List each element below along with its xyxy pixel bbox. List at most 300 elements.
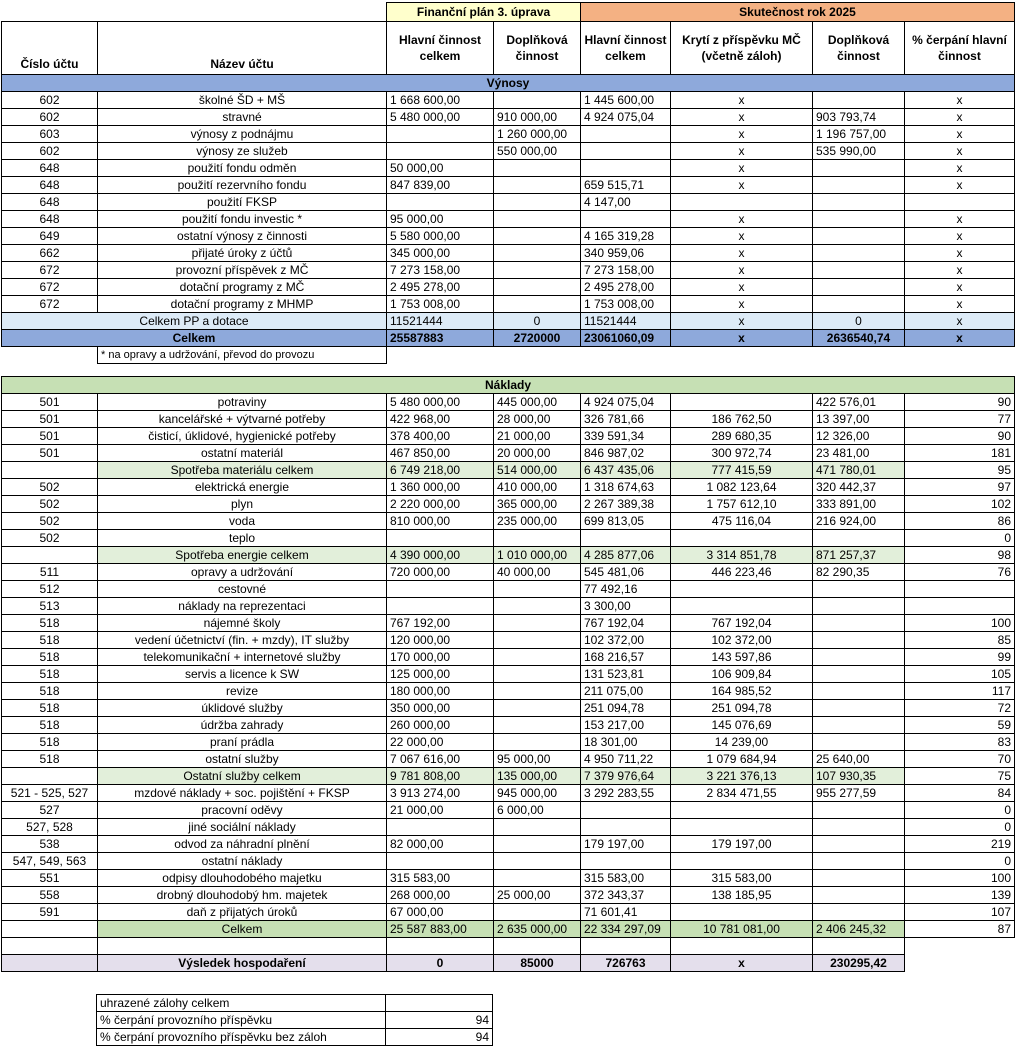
cell xyxy=(494,92,581,109)
cell: 25 000,00 xyxy=(494,887,581,904)
cell xyxy=(813,649,905,666)
subtotal-row xyxy=(2,921,1015,938)
cell: výnosy ze služeb xyxy=(98,143,387,160)
cell: použití rezervního fondu xyxy=(98,177,387,194)
col-account-name: Název účtu xyxy=(98,22,387,75)
cell xyxy=(494,211,581,228)
cell: 315 583,00 xyxy=(671,870,813,887)
cell xyxy=(581,530,671,547)
cell: 475 116,04 xyxy=(671,513,813,530)
cell: 2720000 xyxy=(494,330,581,347)
cell: 603 xyxy=(2,126,98,143)
cell: 4 924 075,04 xyxy=(581,394,671,411)
column-header-row xyxy=(2,22,1015,75)
revenue-table xyxy=(1,2,1015,364)
cell xyxy=(813,887,905,904)
cell: 268 000,00 xyxy=(387,887,494,904)
cell: použití fondu odměn xyxy=(98,160,387,177)
cell: použití fondu investic * xyxy=(98,211,387,228)
cell: 120 000,00 xyxy=(387,632,494,649)
cell: 512 xyxy=(2,581,98,598)
cell xyxy=(671,581,813,598)
table-row xyxy=(2,194,1015,211)
cell: 59 xyxy=(905,717,1015,734)
cell: 3 300,00 xyxy=(581,598,671,615)
cell: 955 277,59 xyxy=(813,785,905,802)
cell: dotační programy z MČ xyxy=(98,279,387,296)
cell xyxy=(813,904,905,921)
cell xyxy=(494,194,581,211)
cell: ostatní náklady xyxy=(98,853,387,870)
cell: 143 597,86 xyxy=(671,649,813,666)
cell: 95 000,00 xyxy=(494,751,581,768)
cell: kancelářské + výtvarné potřeby xyxy=(98,411,387,428)
subtotal-row xyxy=(2,547,1015,564)
cell: 4 285 877,06 xyxy=(581,547,671,564)
cell: 72 xyxy=(905,700,1015,717)
cell: 502 xyxy=(2,479,98,496)
cell: 260 000,00 xyxy=(387,717,494,734)
cell: 251 094,78 xyxy=(671,700,813,717)
cell: 107 xyxy=(905,904,1015,921)
cell: 20 000,00 xyxy=(494,445,581,462)
cell: ostatní materiál xyxy=(98,445,387,462)
cell xyxy=(813,581,905,598)
cell: 1 445 600,00 xyxy=(581,92,671,109)
cell: telekomunikační + internetové služby xyxy=(98,649,387,666)
cell: 0 xyxy=(905,853,1015,870)
cell: 179 197,00 xyxy=(671,836,813,853)
cell: plyn xyxy=(98,496,387,513)
cell: 518 xyxy=(2,751,98,768)
cell xyxy=(813,279,905,296)
cell: 13 397,00 xyxy=(813,411,905,428)
cell: 339 591,34 xyxy=(581,428,671,445)
cell: 672 xyxy=(2,262,98,279)
cell: x xyxy=(905,262,1015,279)
cell: čisticí, úklidové, hygienické potřeby xyxy=(98,428,387,445)
cell xyxy=(813,615,905,632)
table-row xyxy=(2,228,1015,245)
table-row xyxy=(2,683,1015,700)
cell: 25 587 883,00 xyxy=(387,921,494,938)
cell: 445 000,00 xyxy=(494,394,581,411)
cell: 40 000,00 xyxy=(494,564,581,581)
cell xyxy=(813,700,905,717)
cell: 648 xyxy=(2,177,98,194)
table-row xyxy=(2,632,1015,649)
cell: 4 390 000,00 xyxy=(387,547,494,564)
cell: praní prádla xyxy=(98,734,387,751)
cell: 502 xyxy=(2,530,98,547)
cell: 551 xyxy=(2,870,98,887)
cell: 95 000,00 xyxy=(387,211,494,228)
cell: 1 668 600,00 xyxy=(387,92,494,109)
cell: 0 xyxy=(905,802,1015,819)
cell xyxy=(387,530,494,547)
cell: x xyxy=(905,177,1015,194)
cell: x xyxy=(671,126,813,143)
cell: 102 372,00 xyxy=(581,632,671,649)
cell: 1 318 674,63 xyxy=(581,479,671,496)
cell: 672 xyxy=(2,296,98,313)
cell xyxy=(813,870,905,887)
cell: 1 753 008,00 xyxy=(387,296,494,313)
cell: 0 xyxy=(387,955,494,972)
cell: 518 xyxy=(2,649,98,666)
cell: použití FKSP xyxy=(98,194,387,211)
cell: 2636540,74 xyxy=(813,330,905,347)
cell xyxy=(813,296,905,313)
cell: 538 xyxy=(2,836,98,853)
cell: 90 xyxy=(905,428,1015,445)
cell: 251 094,78 xyxy=(581,700,671,717)
cell: 105 xyxy=(905,666,1015,683)
cell: 699 813,05 xyxy=(581,513,671,530)
cell xyxy=(387,819,494,836)
cell: 648 xyxy=(2,211,98,228)
col-account-number: Číslo účtu xyxy=(2,22,98,75)
table-row xyxy=(2,666,1015,683)
cell: ostatní služby xyxy=(98,751,387,768)
cell: 22 334 297,09 xyxy=(581,921,671,938)
table-row xyxy=(2,615,1015,632)
cell: 315 583,00 xyxy=(581,870,671,887)
table-row xyxy=(2,496,1015,513)
cell: 9 781 808,00 xyxy=(387,768,494,785)
cell: 22 000,00 xyxy=(387,734,494,751)
table-row xyxy=(2,904,1015,921)
table-row xyxy=(2,598,1015,615)
cell: Celkem xyxy=(2,330,387,347)
cell xyxy=(387,853,494,870)
cell: 648 xyxy=(2,160,98,177)
cell: x xyxy=(671,279,813,296)
cell: 100 xyxy=(905,615,1015,632)
cell: 0 xyxy=(494,313,581,330)
cell: revize xyxy=(98,683,387,700)
cell: 3 314 851,78 xyxy=(671,547,813,564)
cell xyxy=(813,598,905,615)
cell: 21 000,00 xyxy=(387,802,494,819)
table-row xyxy=(2,581,1015,598)
cell: 107 930,35 xyxy=(813,768,905,785)
cell: drobný dlouhodobý hm. majetek xyxy=(98,887,387,904)
cell: 767 192,04 xyxy=(581,615,671,632)
cell: 501 xyxy=(2,428,98,445)
cell xyxy=(813,160,905,177)
revenue-note-row xyxy=(2,347,1015,364)
cell: potraviny xyxy=(98,394,387,411)
cell xyxy=(905,581,1015,598)
table-row xyxy=(2,143,1015,160)
cell: x xyxy=(671,109,813,126)
cell: 23 481,00 xyxy=(813,445,905,462)
cell: 82 290,35 xyxy=(813,564,905,581)
cell: 1 079 684,94 xyxy=(671,751,813,768)
summary-label: % čerpání provozního příspěvku bez záloh xyxy=(97,1029,386,1046)
cell: 518 xyxy=(2,632,98,649)
cell xyxy=(671,819,813,836)
cell: x xyxy=(671,245,813,262)
cell: nájemné školy xyxy=(98,615,387,632)
cell xyxy=(494,649,581,666)
cell xyxy=(494,904,581,921)
col-plan-main: Hlavní činnost celkem xyxy=(387,22,494,75)
cell xyxy=(387,126,494,143)
cell: Celkem PP a dotace xyxy=(2,313,387,330)
cell: 767 192,04 xyxy=(671,615,813,632)
cell xyxy=(494,717,581,734)
table-row xyxy=(2,887,1015,904)
cell: teplo xyxy=(98,530,387,547)
cell: 340 959,06 xyxy=(581,245,671,262)
cell: x xyxy=(905,92,1015,109)
cell: Celkem xyxy=(98,921,387,938)
cell: x xyxy=(905,109,1015,126)
cell xyxy=(2,462,98,479)
cell: 180 000,00 xyxy=(387,683,494,700)
cell: 545 481,06 xyxy=(581,564,671,581)
cell: Spotřeba materiálu celkem xyxy=(98,462,387,479)
cell: 5 480 000,00 xyxy=(387,394,494,411)
cell xyxy=(671,853,813,870)
cell: 170 000,00 xyxy=(387,649,494,666)
cell: 326 781,66 xyxy=(581,411,671,428)
cell: 846 987,02 xyxy=(581,445,671,462)
cell: x xyxy=(671,296,813,313)
cell: x xyxy=(905,313,1015,330)
cell: 50 000,00 xyxy=(387,160,494,177)
cell: 82 000,00 xyxy=(387,836,494,853)
cell: 76 xyxy=(905,564,1015,581)
revenue-section-band xyxy=(2,75,1015,92)
cell: 10 781 081,00 xyxy=(671,921,813,938)
costs-section-band xyxy=(2,377,1015,394)
cell: 372 343,37 xyxy=(581,887,671,904)
cell: elektrická energie xyxy=(98,479,387,496)
table-row xyxy=(2,411,1015,428)
cell xyxy=(494,160,581,177)
revenue-footnote: * na opravy a udržování, převod do provozu xyxy=(98,347,387,364)
cell: 521 - 525, 527 xyxy=(2,785,98,802)
cell: odpisy dlouhodobého majetku xyxy=(98,870,387,887)
col-actual-additional: Doplňková činnost xyxy=(813,22,905,75)
cell: voda xyxy=(98,513,387,530)
cell xyxy=(581,143,671,160)
cell: 726763 xyxy=(581,955,671,972)
cell: 7 273 158,00 xyxy=(581,262,671,279)
cell: 219 xyxy=(905,836,1015,853)
financial-plan-header: Finanční plán 3. úprava xyxy=(387,3,581,22)
cell xyxy=(2,921,98,938)
cell: 23061060,09 xyxy=(581,330,671,347)
cell: 518 xyxy=(2,734,98,751)
table-row xyxy=(2,530,1015,547)
cell xyxy=(494,228,581,245)
cell: 350 000,00 xyxy=(387,700,494,717)
cell: 0 xyxy=(905,530,1015,547)
cell: pracovní oděvy xyxy=(98,802,387,819)
cell: 145 076,69 xyxy=(671,717,813,734)
cell xyxy=(494,296,581,313)
cell: 1 753 008,00 xyxy=(581,296,671,313)
cell xyxy=(494,245,581,262)
cell: 558 xyxy=(2,887,98,904)
cell: 2 406 245,32 xyxy=(813,921,905,938)
cell: 502 xyxy=(2,513,98,530)
cell xyxy=(813,530,905,547)
table-row xyxy=(2,394,1015,411)
subtotal-row xyxy=(2,768,1015,785)
table-row xyxy=(2,92,1015,109)
cell: x xyxy=(671,955,813,972)
cell: 90 xyxy=(905,394,1015,411)
cell: x xyxy=(671,160,813,177)
cell: 179 197,00 xyxy=(581,836,671,853)
cell: opravy a udržování xyxy=(98,564,387,581)
cell: 467 850,00 xyxy=(387,445,494,462)
cell: 211 075,00 xyxy=(581,683,671,700)
cell xyxy=(813,177,905,194)
cell: 75 xyxy=(905,768,1015,785)
cell: 4 950 711,22 xyxy=(581,751,671,768)
cell: přijaté úroky z účtů xyxy=(98,245,387,262)
table-row xyxy=(2,445,1015,462)
cell xyxy=(494,666,581,683)
cell xyxy=(387,598,494,615)
actual-2025-header: Skutečnost rok 2025 xyxy=(581,3,1015,22)
cell xyxy=(813,734,905,751)
cell: 70 xyxy=(905,751,1015,768)
cell: x xyxy=(905,245,1015,262)
cell: 235 000,00 xyxy=(494,513,581,530)
cell xyxy=(494,870,581,887)
result-label: Výsledek hospodaření xyxy=(98,955,387,972)
cell xyxy=(581,211,671,228)
cell xyxy=(494,598,581,615)
summary-value: 94 xyxy=(386,1012,493,1029)
cell xyxy=(581,126,671,143)
cell xyxy=(813,228,905,245)
cell: 7 379 976,64 xyxy=(581,768,671,785)
cell: Ostatní služby celkem xyxy=(98,768,387,785)
cell: 3 221 376,13 xyxy=(671,768,813,785)
cell: 591 xyxy=(2,904,98,921)
summary-row xyxy=(97,995,493,1012)
cell: x xyxy=(905,126,1015,143)
cell: 2 635 000,00 xyxy=(494,921,581,938)
cell: 99 xyxy=(905,649,1015,666)
costs-section-title: Náklady xyxy=(2,377,1015,394)
table-row xyxy=(2,836,1015,853)
cell xyxy=(387,194,494,211)
table-row xyxy=(2,751,1015,768)
cell xyxy=(387,143,494,160)
cell: 847 839,00 xyxy=(387,177,494,194)
cell: 648 xyxy=(2,194,98,211)
cell: 513 xyxy=(2,598,98,615)
result-row xyxy=(2,955,1015,972)
table-row xyxy=(2,177,1015,194)
header-group-row xyxy=(2,3,1015,22)
table-row xyxy=(2,296,1015,313)
cell xyxy=(671,530,813,547)
table-row xyxy=(2,802,1015,819)
cell: 6 437 435,06 xyxy=(581,462,671,479)
cell: 501 xyxy=(2,394,98,411)
cell: náklady na reprezentaci xyxy=(98,598,387,615)
table-row xyxy=(2,428,1015,445)
cell: 85 xyxy=(905,632,1015,649)
cell xyxy=(494,836,581,853)
cell: 777 415,59 xyxy=(671,462,813,479)
cell: 810 000,00 xyxy=(387,513,494,530)
cell: 410 000,00 xyxy=(494,479,581,496)
cell: x xyxy=(671,262,813,279)
cell: 11521444 xyxy=(387,313,494,330)
table-row xyxy=(2,245,1015,262)
cell: 230295,42 xyxy=(813,955,905,972)
table-row xyxy=(2,160,1015,177)
cell: 502 xyxy=(2,496,98,513)
cell: 2 834 471,55 xyxy=(671,785,813,802)
cell: 720 000,00 xyxy=(387,564,494,581)
summary-label: % čerpání provozního příspěvku xyxy=(97,1012,386,1029)
cell: 181 xyxy=(905,445,1015,462)
cell: výnosy z podnájmu xyxy=(98,126,387,143)
cell: 602 xyxy=(2,92,98,109)
cell: 365 000,00 xyxy=(494,496,581,513)
cell: 5 580 000,00 xyxy=(387,228,494,245)
cell: 345 000,00 xyxy=(387,245,494,262)
summary-value: 94 xyxy=(386,1029,493,1046)
col-actual-main: Hlavní činnost celkem xyxy=(581,22,671,75)
cell xyxy=(813,819,905,836)
cell: 139 xyxy=(905,887,1015,904)
cell: stravné xyxy=(98,109,387,126)
cell: 25 640,00 xyxy=(813,751,905,768)
cell: mzdové náklady + soc. pojištění + FKSP xyxy=(98,785,387,802)
cell: 767 192,00 xyxy=(387,615,494,632)
table-row xyxy=(2,785,1015,802)
cell xyxy=(813,836,905,853)
cell: 12 326,00 xyxy=(813,428,905,445)
cell xyxy=(905,194,1015,211)
table-row xyxy=(2,819,1015,836)
costs-table xyxy=(1,376,1015,972)
cell: 527 xyxy=(2,802,98,819)
cell xyxy=(813,262,905,279)
summary-row xyxy=(97,1029,493,1046)
cell: 14 239,00 xyxy=(671,734,813,751)
revenue-total-row xyxy=(2,330,1015,347)
cell: 320 442,37 xyxy=(813,479,905,496)
cell: údržba zahrady xyxy=(98,717,387,734)
cell: 5 480 000,00 xyxy=(387,109,494,126)
cell: 1 010 000,00 xyxy=(494,547,581,564)
cell: 550 000,00 xyxy=(494,143,581,160)
cell: 333 891,00 xyxy=(813,496,905,513)
cell: 4 165 319,28 xyxy=(581,228,671,245)
cell: 1 260 000,00 xyxy=(494,126,581,143)
cell: 602 xyxy=(2,143,98,160)
cell: 289 680,35 xyxy=(671,428,813,445)
cell xyxy=(813,632,905,649)
cell: provozní příspěvek z MČ xyxy=(98,262,387,279)
cell: 471 780,01 xyxy=(813,462,905,479)
cell xyxy=(581,819,671,836)
